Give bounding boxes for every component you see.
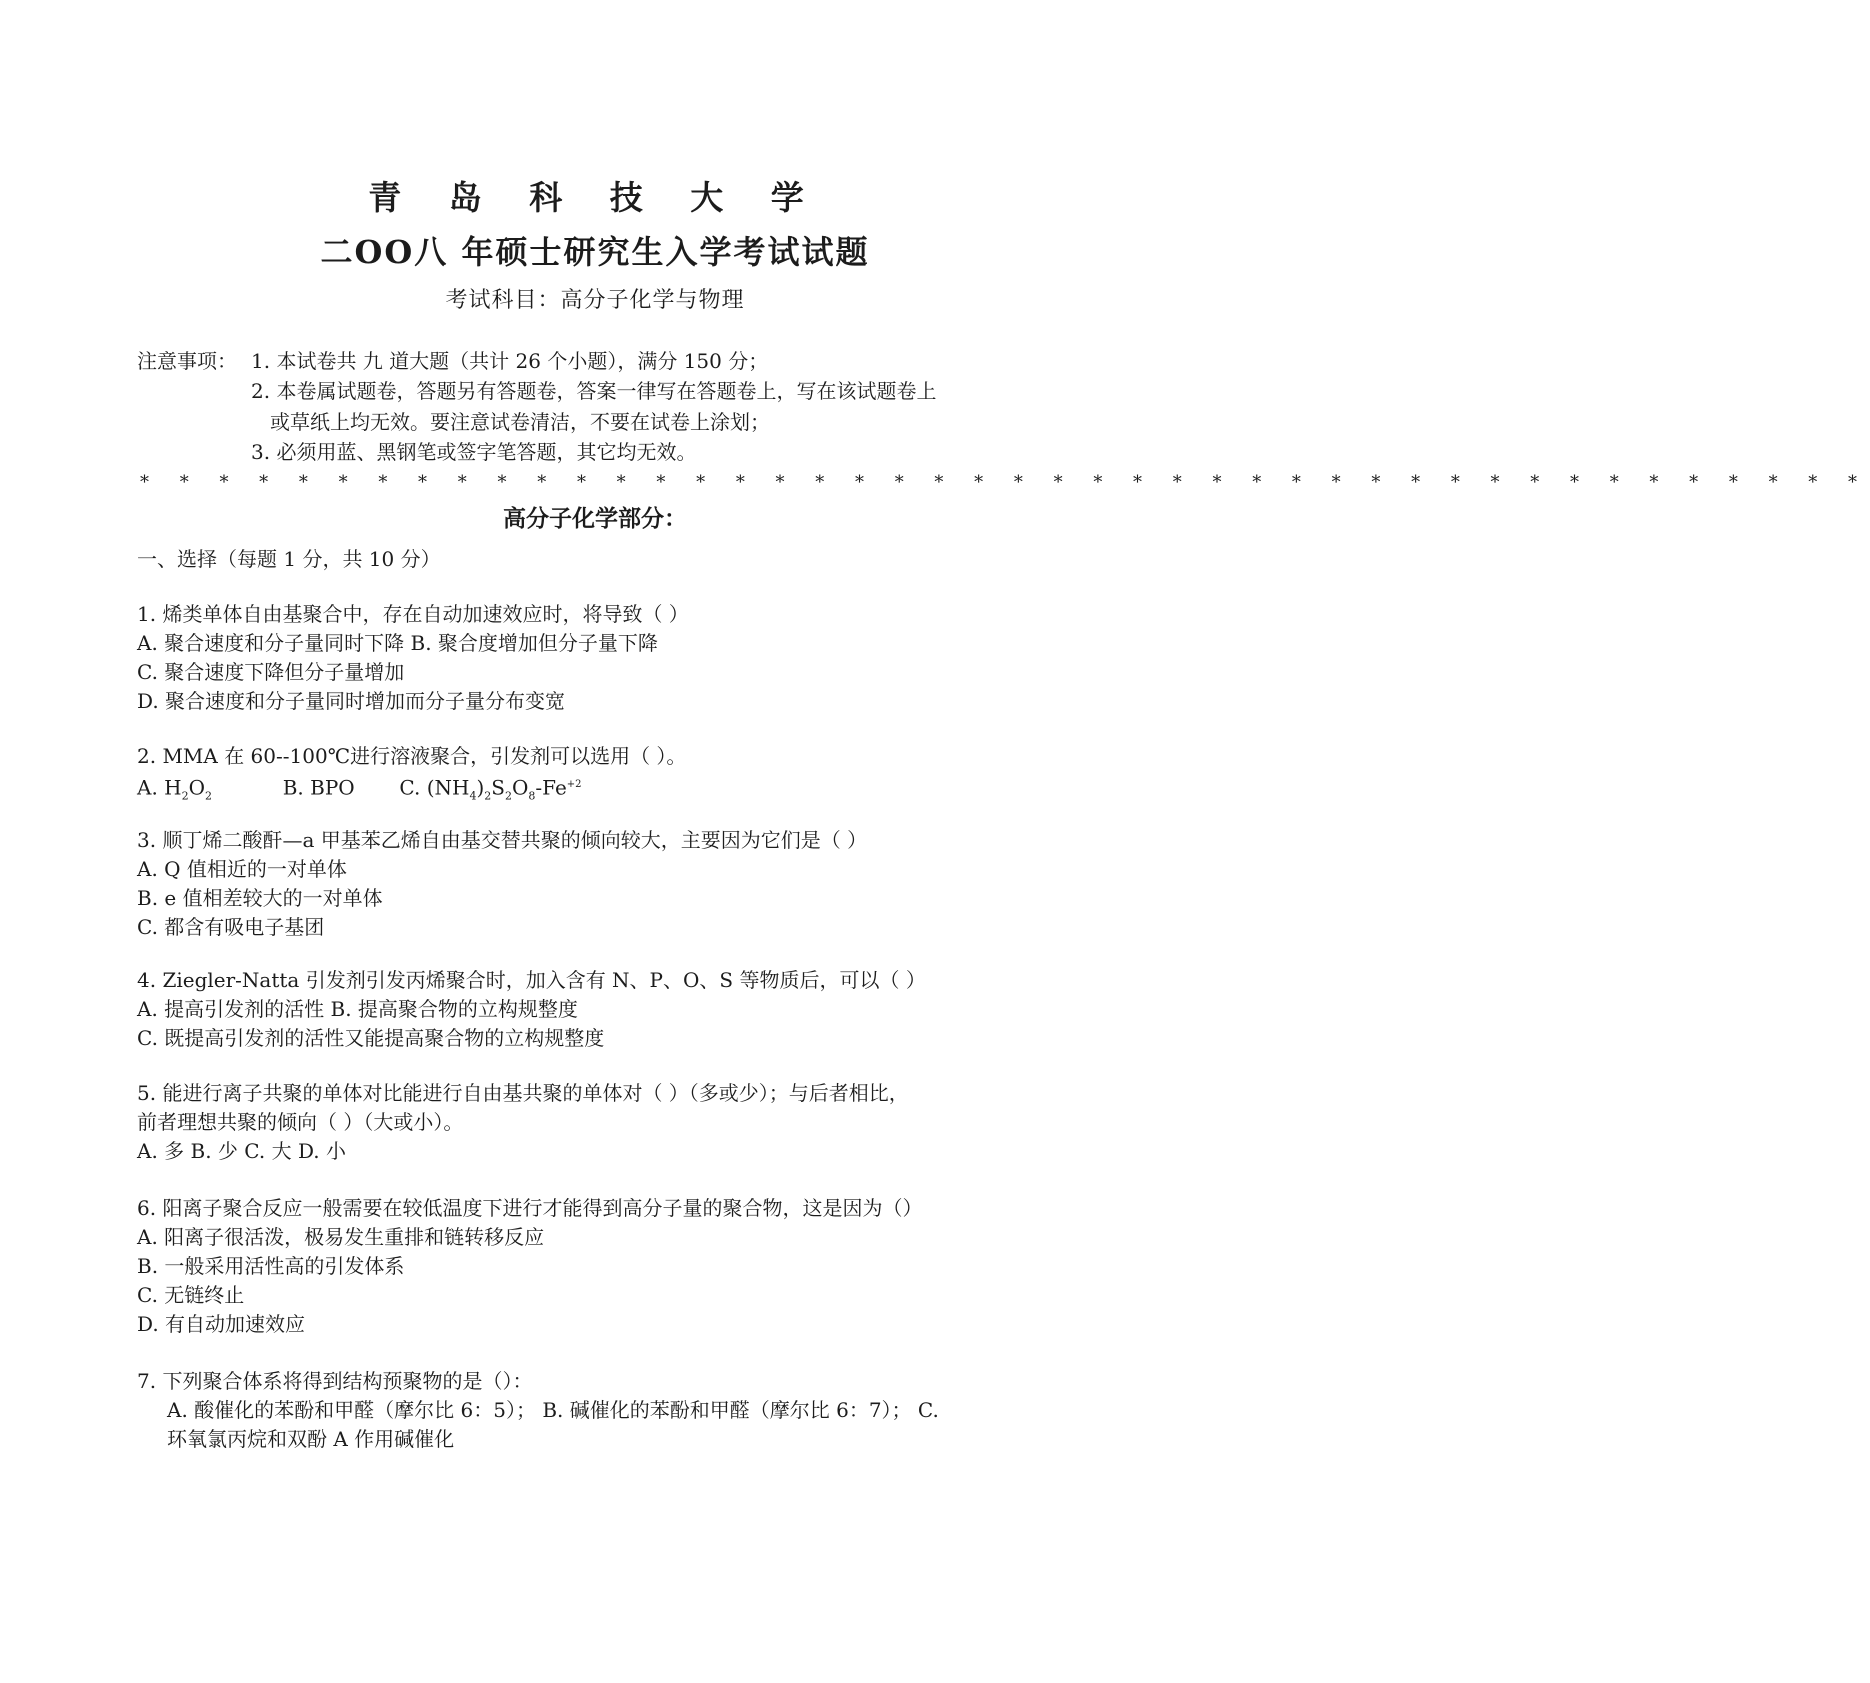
question-1-stem: 1. 烯类单体自由基聚合中，存在自动加速效应时，将导致（ ） — [137, 602, 689, 626]
question-6-option-d: D. 有自动加速效应 — [137, 1312, 306, 1336]
subscript: 8 — [528, 789, 536, 803]
note-item-1: 1. 本试卷共 九 道大题（共计 26 个小题），满分 150 分； — [251, 349, 769, 373]
question-6-option-c: C. 无链终止 — [137, 1283, 245, 1307]
question-6-stem: 6. 阳离子聚合反应一般需要在较低温度下进行才能得到高分子量的聚合物，这是因为（） — [137, 1196, 923, 1220]
subscript: 2 — [484, 789, 492, 803]
question-5-stem-continued: 前者理想共聚的倾向（ ）（大或小）。 — [137, 1110, 464, 1134]
exam-subject: 考试科目：高分子化学与物理 — [445, 288, 745, 313]
note-item-2-continued: 或草纸上均无效。要注意试卷清洁，不要在试卷上涂划； — [270, 410, 770, 434]
option-c-paren: ) — [476, 775, 485, 800]
option-a-o: O — [188, 775, 206, 800]
question-5-stem: 5. 能进行离子共聚的单体对比能进行自由基共聚的单体对（ ）（多或少）；与后者相比， — [137, 1081, 909, 1105]
question-3-stem: 3. 顺丁烯二酸酐—a 甲基苯乙烯自由基交替共聚的倾向较大，主要因为它们是（ ） — [137, 828, 868, 852]
option-b: B. BPO — [282, 775, 355, 800]
note-item-3: 3. 必须用蓝、黑钢笔或签字笔答题，其它均无效。 — [251, 440, 697, 464]
subscript: 2 — [205, 789, 213, 803]
star-separator: * * * * * * * * * * * * * * * * * * * * * * * * * * * * * * * * * * * * * * * * * * * * — [140, 472, 1870, 493]
option-c-fe: -Fe — [535, 775, 567, 800]
question-3-option-b: B. e 值相差较大的一对单体 — [137, 886, 383, 910]
exam-title: 二OO八 年硕士研究生入学考试试题 — [320, 233, 870, 271]
question-5-options: A. 多 B. 少 C. 大 D. 小 — [137, 1139, 346, 1163]
notes-label: 注意事项： — [137, 349, 237, 373]
question-4-option-c: C. 既提高引发剂的活性又能提高聚合物的立构规整度 — [137, 1026, 605, 1050]
question-4-option-ab: A. 提高引发剂的活性 B. 提高聚合物的立构规整度 — [137, 997, 578, 1021]
question-4-stem: 4. Ziegler-Natta 引发剂引发丙烯聚合时，加入含有 N、P、O、S 等物质后，可以（ ） — [137, 968, 926, 992]
question-2-stem: 2. MMA 在 60--100℃进行溶液聚合，引发剂可以选用（ ）。 — [137, 744, 687, 768]
question-1-option-d: D. 聚合速度和分子量同时增加而分子量分布变宽 — [137, 689, 566, 713]
note-item-2: 2. 本卷属试题卷，答题另有答题卷，答案一律写在答题卷上，写在该试题卷上 — [251, 379, 937, 403]
subscript: 2 — [181, 789, 189, 803]
option-c-nh: C. (NH — [399, 775, 470, 800]
subscript: 2 — [505, 789, 512, 803]
question-1-option-ab: A. 聚合速度和分子量同时下降 B. 聚合度增加但分子量下降 — [137, 631, 658, 655]
option-a-h: A. H — [137, 775, 182, 800]
question-2-options — [137, 771, 582, 811]
part-one-heading: 一、选择（每题 1 分，共 10 分） — [137, 547, 441, 571]
subscript: 4 — [469, 789, 477, 803]
question-3-option-a: A. Q 值相近的一对单体 — [137, 857, 347, 881]
question-7-options: A. 酸催化的苯酚和甲醛（摩尔比 6：5）； B. 碱催化的苯酚和甲醛（摩尔比 6：7）； C. — [167, 1398, 939, 1422]
option-c-o: O — [512, 775, 529, 800]
superscript: +2 — [566, 779, 582, 790]
question-6-option-a: A. 阳离子很活泼，极易发生重排和链转移反应 — [137, 1225, 545, 1249]
question-7-stem: 7. 下列聚合体系将得到结构预聚物的是（）： — [137, 1369, 533, 1393]
section-title: 高分子化学部分： — [503, 505, 687, 532]
question-7-options-continued: 环氧氯丙烷和双酚 A 作用碱催化 — [167, 1427, 455, 1451]
question-1-option-c: C. 聚合速度下降但分子量增加 — [137, 660, 405, 684]
question-3-option-c: C. 都含有吸电子基团 — [137, 915, 325, 939]
university-title: 青 岛 科 技 大 学 — [368, 178, 822, 217]
question-6-option-b: B. 一般采用活性高的引发体系 — [137, 1254, 405, 1278]
option-c-s: S — [491, 775, 505, 800]
